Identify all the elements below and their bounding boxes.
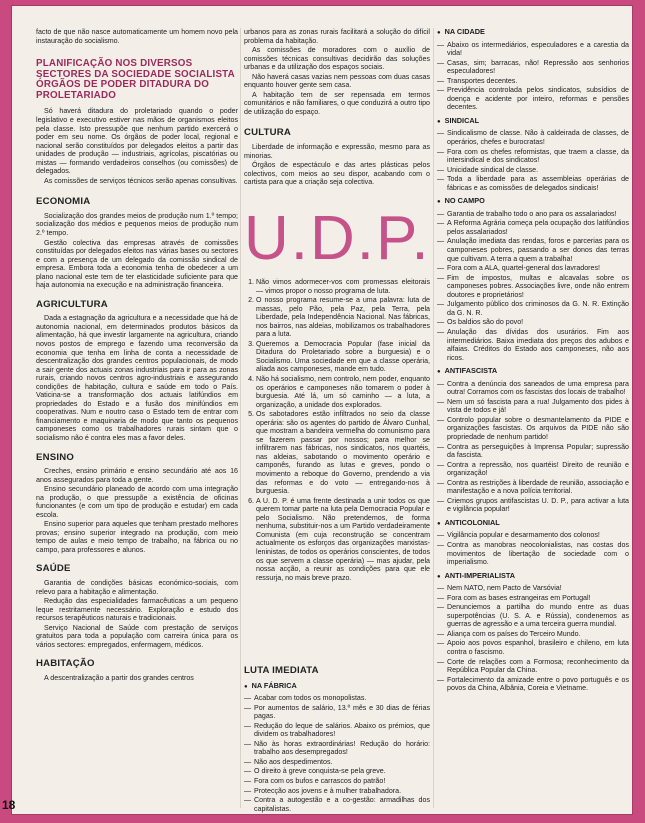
list-item: — Corte de relações com a Formosa; reconhecimento da República Popular da China. bbox=[437, 658, 629, 675]
paragraph: Socialização dos grandes meios de produção num 1.º tempo; socialização dos médios e pequenos meios de produção num 2.º tempo. bbox=[36, 211, 238, 237]
paragraph: Dada a estagnação da agricultura e a necessidade que há de autonomia nacional, em determinados produtos básicos da alimentação, há que investir largamente na agricultura, criando novos postos de emprego e fazendo uma reconversão da economia que tenha em linha de conta a necessidade de descentralização dos grandes centros populacionais, de modo a sair gente dos actuais zonas industriais para ir para as zonas rurais, criando novos centros agro-industriais e assegurando condições de habitação, cultura e saúde em todo o País. Vaticina-se a transformação dos actuais latifúndios em propriedades do Estado e a fusão dos minifúndios em cooperativas. Num e noutro caso o Estado tem de entrar com financiamento e maquinaria de modo que tanto os pequenos camponeses como os trabalhadores rurais sintam que o socialismo não é contra eles mas a favor deles. bbox=[36, 314, 238, 442]
anti-imperialista-heading: ● ANTI-IMPERIALISTA bbox=[437, 572, 629, 582]
na-cidade-heading: ● NA CIDADE bbox=[437, 28, 629, 38]
list-item: — Anulação das dívidas dos usurários. Fim aos intermediários. Baixa imediata dos preços dos adubos e alfaias. Créditos do Estado aos camponeses, não aos ricos. bbox=[437, 328, 629, 362]
saude-heading: SAÚDE bbox=[36, 563, 71, 575]
list-item: — Nem um só fascista para a rua! Julgamento dos pides à vista de todos e já! bbox=[437, 398, 629, 415]
list-item: — Nem NATO, nem Pacto de Varsóvia! bbox=[437, 584, 629, 593]
sindical-list bbox=[437, 129, 629, 192]
na-cidade-list bbox=[437, 41, 629, 112]
list-item: 6. A U. D. P. é uma frente destinada a unir todos os que querem tomar parte na luta pela Democracia Popular e pelo Socialismo. Não pretendemos, de forma nenhuma, substituir-nos a um Partido verdadeiramente Comunista (em cuja reconstrução se concentram actualmente os esforços das organizações marxistas-leninistas, de todos os operários conscientes, de todos os que servem a classe operária) — mas ajudar, pela nossa acção, a reunir as condições para que ele ressurja, no mais breve prazo. bbox=[256, 497, 430, 582]
no-campo-list bbox=[437, 210, 629, 362]
paragraph: Liberdade de informação e expressão, mesmo para as minorias. bbox=[244, 142, 430, 160]
list-item: — Aliança com os países do Terceiro Mundo. bbox=[437, 630, 629, 639]
column-divider bbox=[240, 28, 241, 808]
paragraph: Não haverá casas vazias nem pessoas com duas casas enquanto houver gente sem casa. bbox=[244, 72, 430, 90]
list-item: — O direito à greve conquista-se pela greve. bbox=[244, 767, 430, 776]
udp-program-list bbox=[244, 278, 430, 583]
list-item: — Previdência controlada pelos sindicatos, subsídios de doença e acidente por inteiro, reformas e pensões decentes. bbox=[437, 86, 629, 112]
economia-heading: ECONOMIA bbox=[36, 196, 91, 208]
paragraph: Ensino superior para aqueles que tenham prestado melhores provas; ensino superior integrado na produção, com meio tempo de aulas e meio tempo de trabalho, na fábrica ou no campo, para professores e alunos. bbox=[36, 520, 238, 554]
column-right bbox=[437, 28, 629, 695]
ensino-heading: ENSINO bbox=[36, 451, 74, 463]
list-item: — Fora com as bases estrangeiras em Portugal! bbox=[437, 594, 629, 603]
intro-text: facto de que não nasce automaticamente um homem novo pela instauração do socialismo. bbox=[36, 28, 238, 45]
list-item: — Contra a denúncia dos saneados de uma empresa para outra! Corramos com os fascistas dos locais de trabalho! bbox=[437, 380, 629, 397]
paragraph: Garantia de condições básicas económico-sociais, com relevo para a habitação e alimentação. bbox=[36, 578, 238, 596]
no-campo-heading: ● NO CAMPO bbox=[437, 197, 629, 207]
list-item: — Anulação imediata das rendas, foros e parcerias para os camponeses pobres, passando a ser donos das terras que cultivam. A terra a quem a trabalha! bbox=[437, 237, 629, 263]
list-item: — Abaixo os intermediários, especuladores e a carestia da vida! bbox=[437, 41, 629, 58]
column-middle bbox=[244, 28, 430, 188]
habitacao-heading: HABITAÇÃO bbox=[36, 658, 95, 670]
paragraph: Ensino secundário planeado de acordo com uma integração na produção, o que pressupõe a existência de oficinas funcionantes (e com um tipo de produção e estudar) em cada escola. bbox=[36, 485, 238, 519]
list-item: — Contra as perseguições à Imprensa Popular; supressão da fascista. bbox=[437, 443, 629, 460]
cultura-heading: CULTURA bbox=[244, 127, 292, 139]
paragraph: Órgãos de espectáculo e das artes plásticas pelos colectivos, com meios ao seu dispor, acabando com o cartista para que a criação seja colectiva. bbox=[244, 161, 430, 187]
luta-imediata-section bbox=[244, 666, 430, 814]
list-item: — Fim de impostos, multas e alcavalas sobre os camponeses pobres. Associações livre, onde não entrem doutores e proprietários! bbox=[437, 274, 629, 300]
paragraph: As comissões de moradores com o auxílio de comissões técnicas consultivas decidirão das soluções urbanas e da utilização dos espaços sociais. bbox=[244, 46, 430, 72]
paragraph: urbanos para as zonas rurais facilitará a solução do difícil problema da habitação. bbox=[244, 28, 430, 45]
list-item: — Contra as restrições à liberdade de reunião, associação e manifestação e a nova polícia territorial. bbox=[437, 479, 629, 496]
na-fabrica-heading: ● NA FÁBRICA bbox=[244, 682, 430, 692]
agricultura-heading: AGRICULTURA bbox=[36, 298, 108, 310]
list-item: — Contra a autogestão e a co-gestão: armadilhas dos capitalistas. bbox=[244, 796, 430, 813]
paragraph: A descentralização a partir dos grandes centros bbox=[44, 673, 194, 682]
list-item: — Os baldios são do povo! bbox=[437, 318, 629, 327]
list-item: — Contra a repressão, nos quartéis! Direito de reunião e organização! bbox=[437, 461, 629, 478]
list-item: — Não às horas extraordinárias! Redução do horário: trabalho aos desempregados! bbox=[244, 740, 430, 757]
list-item: — Fortalecimento da amizade entre o povo português e os povos da China, Albânia, Coreia e Vietname. bbox=[437, 676, 629, 693]
list-item: — Denunciemos a partilha do mundo entre as duas superpotências (U. S. A. e Rússia), condenemos as guerras de agressão e a uma terceira guerra mundial. bbox=[437, 603, 629, 629]
luta-imediata-heading: LUTA IMEDIATA bbox=[244, 665, 319, 676]
list-item: 1. Não vimos adormecer-vos com promessas eleitorais — vimos propor o nosso programa de luta. bbox=[256, 278, 430, 295]
planificacao-heading: PLANIFICAÇÃO NOS DIVERSOS SECTORES DA SOCIEDADE SOCIALISTA ÓRGÃOS DE PODER DITADURA DO PROLETARIADO bbox=[36, 58, 235, 101]
list-item: — Sindicalismo de classe. Não à caldeirada de classes, de operários, chefes e burocratas! bbox=[437, 129, 629, 146]
list-item: — Não aos despedimentos. bbox=[244, 758, 430, 767]
list-item: 3. Queremos a Democracia Popular (fase inicial da Ditadura do Proletariado sobre a burguesia) e o Socialismo. Uma sociedade em que a classe operária, aliada aos camponeses, mande em tudo. bbox=[256, 340, 430, 374]
list-item: 5. Os sabotadores estão infiltrados no seio da classe operária: são os agentes do partido de Álvaro Cunhal, que mostram a bandeira vermelha do comunismo para se fazerem passar por nossos; para melhor se infiltrarem nas fábricas, nos sindicatos, nos quartéis, nas aldeias, sabotando o movimento operário e camponês, furando as lutas e greves, pondo o movimento a reboque do Governo, prendendo a via das reformas e do voto — entregando-nos à burguesia. bbox=[256, 410, 430, 495]
list-item: — Redução do leque de salários. Abaixo os prémios, que dividem os trabalhadores! bbox=[244, 722, 430, 739]
anti-imperialista-list bbox=[437, 584, 629, 693]
list-item: — Unicidade sindical de classe. bbox=[437, 166, 629, 175]
list-item: — Fora com os bufos e carrascos do patrão! bbox=[244, 777, 430, 786]
paragraph: Serviço Nacional de Saúde com prestação de serviços gratuitos para toda a população com carreira única para os vários sectores: empregados, enfermagem, médicos. bbox=[36, 623, 238, 649]
list-item: — Apoio aos povos espanhol, brasileiro e chileno, em luta contra o fascismo. bbox=[437, 639, 629, 656]
list-item: — A Reforma Agrária começa pela ocupação dos latifúndios pelos assalariados! bbox=[437, 219, 629, 236]
paragraph: A habitação tem de ser repensada em termos comunitários e não familiares, o que conduzirá a outro tipo de utilização do espaço. bbox=[244, 90, 430, 116]
newspaper-page bbox=[12, 6, 632, 814]
paragraph: Redução das especialidades farmacêuticas a um pequeno leque restritamente necessário. Exploração e estudo dos recursos terapêuticos naturais e tradicionais. bbox=[36, 597, 238, 623]
list-item: — Transportes decentes. bbox=[437, 77, 629, 86]
anticolonial-list bbox=[437, 531, 629, 566]
paragraph: As comissões de serviços técnicos serão apenas consultivas. bbox=[44, 176, 238, 185]
udp-title: U.D.P. bbox=[244, 204, 431, 273]
list-item: — Fora com os chefes reformistas, que traem a classe, da intersindical e dos sindicatos! bbox=[437, 148, 629, 165]
list-item: — Por aumentos de salário, 13.º mês e 30 dias de férias pagas. bbox=[244, 704, 430, 721]
list-item: — Fora com a ALA, quartel-general dos lavradores! bbox=[437, 264, 629, 273]
list-item: — Vigilância popular e desarmamento dos colonos! bbox=[437, 531, 629, 540]
antifascista-heading: ● ANTIFASCISTA bbox=[437, 367, 629, 377]
sindical-heading: ● SINDICAL bbox=[437, 117, 629, 127]
list-item: 2. O nosso programa resume-se a uma palavra: luta de massas, pelo Pão, pela Paz, pela Terra, pela Liberdade, pela Independência Nacional. Nas fábricas, nos bairros, nas aldeias, mobilizamos os trabalhadores para a luta. bbox=[256, 296, 430, 339]
list-item: — Criemos grupos antifascistas U. D. P., para activar a luta e vigilância popular! bbox=[437, 497, 629, 514]
column-left bbox=[36, 28, 238, 683]
list-item: — Acabar com todos os monopolistas. bbox=[244, 694, 430, 703]
list-item: — Garantia de trabalho todo o ano para os assalariados! bbox=[437, 210, 629, 219]
list-item: — Controlo popular sobre o desmantelamento da PIDE e organizações fascistas. Os arquivos da PIDE não são propriedade de nenhum partido! bbox=[437, 416, 629, 442]
list-item: 4. Não há socialismo, nem controlo, nem poder, enquanto os operários e camponeses não tomarem o poder à burguesia. Até lá, um só caminho — a luta, a organização, a unidade dos explorados. bbox=[256, 375, 430, 409]
paragraph: Creches, ensino primário e ensino secundário até aos 16 anos assegurados para toda a gente. bbox=[36, 467, 238, 484]
antifascista-list bbox=[437, 380, 629, 514]
list-item: — Casas, sim; barracas, não! Repressão aos senhorios especuladores! bbox=[437, 59, 629, 76]
paragraph: Gestão colectiva das empresas através de comissões constituídas por delegados eleitos nas várias bases ou sectores e com a presença de um delegado da comissão sindical de empresa. Embora toda a economia tenha de obedecer a um plano nacional este tem de ter elasticidade suficiente para que haja autonomia na execução e na administração financeira. bbox=[36, 238, 238, 290]
paragraph: Só haverá ditadura do proletariado quando o poder legislativo e executivo estiver nas mãos de organismos eleitos pela classe. Isto pressupõe que nenhum partido exercerá o poder em seu nome. Os órgãos de poder local, regional e nacional serão constituídos por delegados eleitos a partir das unidades de produção — industriais, agrícolas, piscatórias ou mistas — formando verdadeiros conselhos (ou comissões) de delegados. bbox=[36, 107, 238, 176]
page-number: 18 bbox=[2, 798, 16, 812]
column-divider bbox=[433, 28, 434, 808]
list-item: — Protecção aos jovens e à mulher trabalhadora. bbox=[244, 787, 430, 796]
list-item: — Contra as manobras neocolonialistas, nas costas dos movimentos de libertação de sociedade com o imperialismo. bbox=[437, 541, 629, 567]
list-item: — Julgamento público dos criminosos da G. N. R. Extinção da G. N. R. bbox=[437, 300, 629, 317]
anticolonial-heading: ● ANTICOLONIAL bbox=[437, 519, 629, 529]
list-item: — Toda a liberdade para as assembleias operárias de fábricas e as comissões de delegados sindicais! bbox=[437, 175, 629, 192]
na-fabrica-list bbox=[244, 694, 430, 813]
